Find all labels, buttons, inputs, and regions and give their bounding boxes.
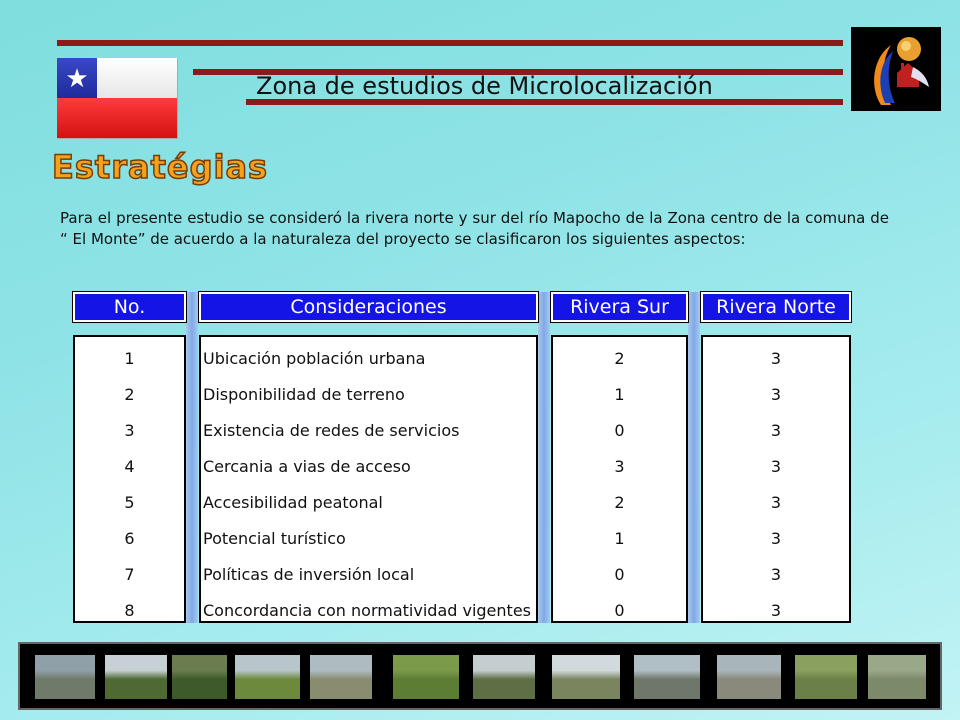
path-photo [235,655,300,699]
table-cell-norte: 3 [770,385,782,404]
institution-logo-icon [851,27,941,111]
chile-flag [57,58,177,138]
table-cell-sur: 1 [614,529,625,548]
section-heading: Estratégias [52,148,269,186]
riverbank-photo [473,655,535,699]
column-separator [688,292,700,623]
header-consideraciones: Consideraciones [199,292,538,322]
bridge-photo [634,655,700,699]
table-cell-consideracion: Potencial turístico [203,529,346,548]
header-rivera-norte: Rivera Norte [701,292,851,322]
header-no: No. [73,292,186,322]
table-cell-consideracion: Accesibilidad peatonal [203,493,383,512]
tree-river-photo [552,655,620,699]
column-separator [186,292,198,623]
table-cell-consideracion: Ubicación población urbana [203,349,426,368]
table-cell-norte: 3 [770,601,782,620]
stream-photo [868,655,926,699]
rocks-photo [717,655,781,699]
table-cell-no: 6 [124,529,135,548]
table-cell-norte: 3 [770,421,782,440]
table-cell-consideracion: Existencia de redes de servicios [203,421,460,440]
table-cell-consideracion: Políticas de inversión local [203,565,415,584]
bushes-photo [172,655,227,699]
trees-photo [105,655,167,699]
table-cell-no: 8 [124,601,135,620]
header-rule-top [57,40,843,46]
table-cell-norte: 3 [770,457,782,476]
flag-red-band [57,98,177,138]
flag-white-band [97,58,177,98]
intro-paragraph: Para el presente estudio se consideró la rivera norte y sur del río Mapocho de la Zona centro de la comuna de “ El Monte” de acuerdo a la naturaleza del proyecto se clasificaron los siguientes aspectos: [60,209,889,248]
table-cell-no: 5 [124,493,135,512]
table-cell-sur: 2 [614,493,625,512]
page-title: Zona de estudios de Microlocalización [256,72,713,100]
field-photo [310,655,372,699]
table-cell-sur: 2 [614,349,625,368]
table-cell-no: 3 [124,421,135,440]
table-cell-sur: 0 [614,565,625,584]
grass-photo [393,655,459,699]
table-cell-sur: 0 [614,421,625,440]
table-cell-no: 4 [124,457,135,476]
table-cell-consideracion: Concordancia con normatividad vigentes [203,601,531,620]
table-cell-norte: 3 [770,349,782,368]
table-cell-sur: 1 [614,385,625,404]
table-cell-sur: 0 [614,601,625,620]
column-separator [538,292,550,623]
table-cell-norte: 3 [770,493,782,512]
table-cell-consideracion: Disponibilidad de terreno [203,385,405,404]
table-cell-no: 2 [124,385,135,404]
flag-star-icon: ★ [65,63,89,93]
table-cell-norte: 3 [770,565,782,584]
river-photo [35,655,95,699]
table-cell-sur: 3 [614,457,625,476]
table-cell-consideracion: Cercania a vias de acceso [203,457,411,476]
flag-canton [57,58,97,98]
table-cell-no: 7 [124,565,135,584]
table-cell-no: 1 [124,349,135,368]
willow-photo [795,655,857,699]
table-cell-norte: 3 [770,529,782,548]
header-rivera-sur: Rivera Sur [551,292,688,322]
